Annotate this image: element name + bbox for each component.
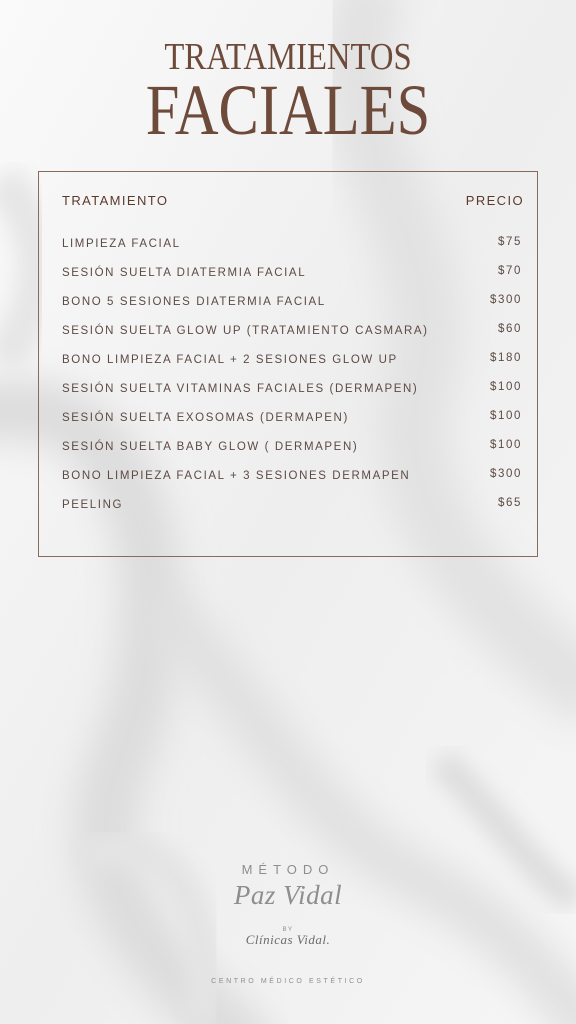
header-treatment: TRATAMIENTO	[62, 193, 169, 208]
treatment-price: $70	[498, 265, 522, 277]
list-item	[62, 468, 524, 497]
treatment-price: $100	[490, 410, 522, 422]
treatment-price: $60	[498, 323, 522, 335]
treatment-name: SESIÓN SUELTA EXOSOMAS (DERMAPEN)	[62, 412, 349, 424]
page-title-line1: TRATAMIENTOS	[164, 36, 412, 78]
treatment-price: $100	[490, 381, 522, 393]
list-item	[62, 497, 524, 526]
list-item	[62, 381, 524, 410]
treatment-name: BONO LIMPIEZA FACIAL + 3 SESIONES DERMAPEN	[62, 470, 411, 482]
brand-signature-logo: Clínicas Vidal.	[245, 932, 331, 947]
treatment-price: $100	[490, 439, 522, 451]
treatment-name: PEELING	[62, 499, 124, 511]
brand-by: BY	[282, 927, 294, 933]
treatment-price: $75	[498, 236, 522, 248]
list-item	[62, 352, 524, 381]
treatment-name: SESIÓN SUELTA VITAMINAS FACIALES (DERMAPEN)	[62, 383, 419, 395]
treatment-name: SESIÓN SUELTA BABY GLOW ( DERMAPEN)	[62, 441, 359, 453]
treatment-name: BONO 5 SESIONES DIATERMIA FACIAL	[62, 296, 326, 308]
list-item	[62, 294, 524, 323]
price-list	[62, 236, 524, 526]
brand-name-logo: Paz Vidal	[233, 880, 343, 910]
brand-metodo: MÉTODO	[241, 862, 335, 877]
treatment-price: $300	[490, 468, 522, 480]
treatment-price: $65	[498, 497, 522, 509]
treatment-price: $180	[490, 352, 522, 364]
treatment-name: BONO LIMPIEZA FACIAL + 2 SESIONES GLOW UP	[62, 354, 398, 366]
treatment-name: SESIÓN SUELTA GLOW UP (TRATAMIENTO CASMARA)	[62, 325, 429, 337]
page-title-line2: FACIALES	[145, 70, 431, 150]
list-item	[62, 323, 524, 352]
treatment-price: $300	[490, 294, 522, 306]
brand-tagline: CENTRO MÉDICO ESTÉTICO	[211, 978, 365, 985]
list-item	[62, 410, 524, 439]
price-list-header	[62, 193, 524, 209]
treatment-name: SESIÓN SUELTA DIATERMIA FACIAL	[62, 267, 307, 279]
treatment-name: LIMPIEZA FACIAL	[62, 238, 181, 250]
header-price: PRECIO	[465, 193, 524, 208]
list-item	[62, 236, 524, 265]
list-item	[62, 439, 524, 468]
list-item	[62, 265, 524, 294]
